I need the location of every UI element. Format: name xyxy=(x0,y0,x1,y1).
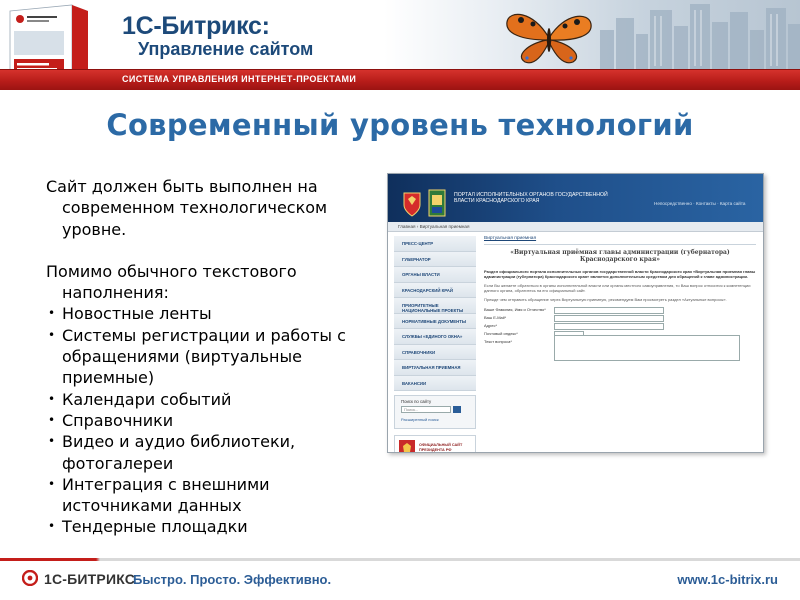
portal-form-label: Адрес* xyxy=(484,323,498,328)
portal-form xyxy=(484,307,756,363)
portal-form-row xyxy=(484,323,756,330)
footer-website-link[interactable]: www.1c-bitrix.ru xyxy=(677,572,778,587)
list-item xyxy=(46,325,382,389)
portal-menu-item: КРАСНОДАРСКИЙ КРАЙ xyxy=(394,283,476,299)
portal-menu-item: ОРГАНЫ ВЛАСТИ xyxy=(394,267,476,283)
footer-brand: 1С-БИТРИКС xyxy=(44,571,136,587)
portal-form-input xyxy=(554,307,664,314)
bullet-icon: • xyxy=(48,306,56,321)
list-item xyxy=(46,516,382,537)
butterfly-image xyxy=(503,8,595,66)
portal-form-input xyxy=(554,323,664,330)
portal-search-input: Поиск... xyxy=(401,406,451,413)
list-item xyxy=(46,389,382,410)
portal-intro-text: Раздел официального портала исполнительных органов государственной власти Краснодарского края «Виртуальная приемная главы администрации (губернатора) Краснодарского края» является дополнительным средством для обращений к главе администрации. xyxy=(484,269,756,279)
portal-search-box xyxy=(394,395,476,429)
bitrix-logo-icon xyxy=(22,570,38,586)
feature-list xyxy=(46,303,382,537)
portal-menu-item: ВАКАНСИИ xyxy=(394,376,476,392)
portal-form-row xyxy=(484,307,756,314)
portal-menu-item: СЛУЖБЫ «ЕДИНОГО ОКНА» xyxy=(394,329,476,345)
portal-divider xyxy=(484,244,756,245)
portal-form-label: Почтовый индекс* xyxy=(484,331,518,336)
list-item-text: Новостные ленты xyxy=(62,304,212,324)
portal-menu-item: ВИРТУАЛЬНАЯ ПРИЕМНАЯ xyxy=(394,360,476,376)
portal-breadcrumb: Главная › Виртуальная приемная xyxy=(398,224,470,229)
portal-content xyxy=(484,236,756,363)
portal-form-input xyxy=(554,315,664,322)
russian-emblem-icon xyxy=(399,440,415,453)
portal-section-title: Виртуальная приемная xyxy=(484,236,537,241)
list-item xyxy=(46,303,382,324)
list-item-text: Системы регистрации и работы с обращениями (виртуальные приемные) xyxy=(62,325,346,388)
portal-paragraph: Если Вы желаете обратиться в органы исполнительной власти или органы местного самоуправления, то Ваш вопрос относится к компетенции данного органа, обратитесь на его официальный сайт. xyxy=(484,283,751,293)
portal-screenshot xyxy=(387,173,764,453)
list-item-text: Интеграция с внешними источниками данных xyxy=(62,474,270,516)
lead-paragraph: Помимо обычного текстового наполнения: xyxy=(46,261,297,303)
paragraph-spacer xyxy=(46,240,382,261)
bullet-icon: • xyxy=(48,327,56,342)
portal-advanced-search-link: Расширенный поиск xyxy=(401,417,439,422)
portal-search-button xyxy=(453,406,461,413)
portal-form-textarea xyxy=(554,335,740,361)
portal-title: ПОРТАЛ ИСПОЛНИТЕЛЬНЫХ ОРГАНОВ ГОСУДАРСТВЕННОЙ ВЛАСТИ КРАСНОДАРСКОГО КРАЯ xyxy=(454,192,608,204)
coat-of-arms-icon xyxy=(402,191,422,217)
slide-body xyxy=(46,176,382,538)
footer-slogan: Быстро. Просто. Эффективно. xyxy=(133,572,332,587)
portal-menu-item: ПРЕСС-ЦЕНТР xyxy=(394,236,476,252)
portal-menu-item: ПРИОРИТЕТНЫЕ НАЦИОНАЛЬНЫЕ ПРОЕКТЫ xyxy=(394,298,476,314)
portal-menu-item: НОРМАТИВНЫЕ ДОКУМЕНТЫ xyxy=(394,314,476,330)
brand-subtitle: Управление сайтом xyxy=(138,39,314,59)
portal-sidebar xyxy=(394,236,476,453)
portal-form-label: Ваше Фамилия, Имя и Отчество* xyxy=(484,307,546,312)
list-item-text: Справочники xyxy=(62,410,174,430)
list-item xyxy=(46,410,382,431)
slide-title: Современный уровень технологий xyxy=(106,108,694,142)
president-site-banner xyxy=(394,435,476,453)
president-site-text: ОФИЦИАЛЬНЫЙ САЙТ ПРЕЗИДЕНТА РФ xyxy=(419,443,463,452)
header-banner xyxy=(0,0,800,90)
portal-search-label: Поиск по сайту xyxy=(401,399,432,404)
bullet-icon: • xyxy=(48,476,56,491)
portal-form-row xyxy=(484,315,756,322)
list-item-text: Видео и аудио библиотеки, фотогалереи xyxy=(62,432,296,473)
bullet-icon: • xyxy=(48,434,56,449)
portal-menu-item: СПРАВОЧНИКИ xyxy=(394,345,476,361)
brand-title: 1С-Битрикс: xyxy=(122,12,270,40)
portal-top-links: Непосредственно · Контакты · Карта сайта xyxy=(654,201,746,206)
footer xyxy=(0,558,800,600)
portal-menu-item: ГУБЕРНАТОР xyxy=(394,252,476,268)
list-item-text: Тендерные площадки xyxy=(62,517,248,537)
header-red-strip xyxy=(0,69,800,90)
portal-page-title: «Виртуальная приёмная главы администрации (губернатора) Краснодарского края» xyxy=(510,249,730,263)
portal-form-label: Ваш E-Mail* xyxy=(484,315,507,320)
list-item-text: Календари событий xyxy=(62,389,232,409)
bullet-icon: • xyxy=(48,412,56,427)
bullet-icon: • xyxy=(48,519,56,534)
header-strip-text: СИСТЕМА УПРАВЛЕНИЯ ИНТЕРНЕТ-ПРОЕКТАМИ xyxy=(122,74,357,84)
portal-form-label: Текст вопроса* xyxy=(484,339,512,344)
regional-emblem-icon xyxy=(428,189,446,217)
footer-divider xyxy=(0,558,800,561)
portal-header xyxy=(388,174,764,222)
list-item xyxy=(46,431,382,474)
bullet-icon: • xyxy=(48,391,56,406)
list-item xyxy=(46,474,382,517)
city-skyline-image xyxy=(0,0,800,70)
intro-paragraph: Сайт должен быть выполнен на современном технологическом уровне. xyxy=(46,177,328,239)
portal-paragraph: Прежде чем отправить обращение через Виртуальную приемную, рекомендуем Вам просмотреть раздел «Актуальные вопросы». xyxy=(484,297,727,302)
